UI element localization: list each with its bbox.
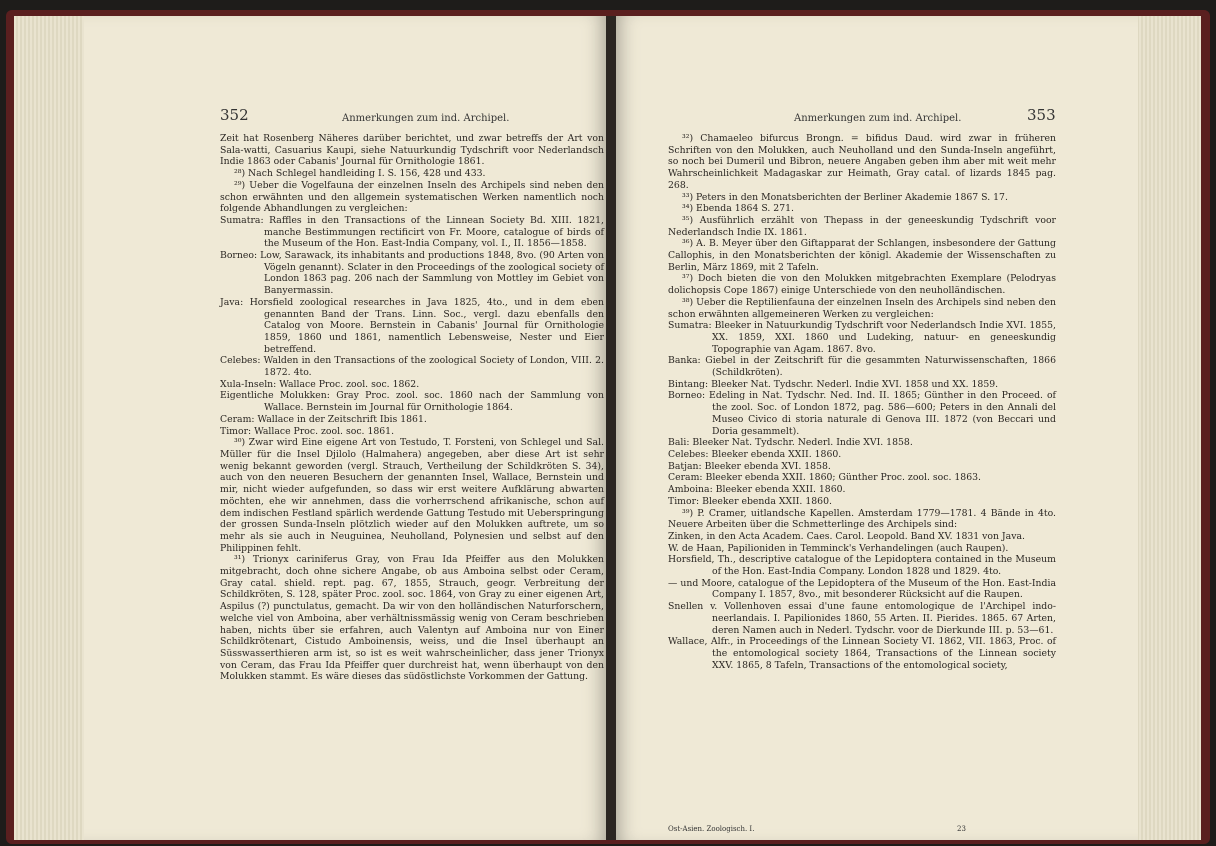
paragraph: ²⁹) Ueber die Vogelfauna der einzelnen Inseln des Archipels sind neben den schon erwähnten und den allgemein systematischen Werken namentlich noch folgende Abhandlungen zu vergleichen: — [220, 179, 604, 215]
book-gutter — [606, 16, 616, 840]
paragraph: Borneo: Edeling in Nat. Tydschr. Ned. Ind. II. 1865; Günther in den Proceed. of the zool. Soc. of London 1872, pag. 586—600; Peters in den Annali del Museo Civico di storia naturale di Genova III. 1872 (von Beccari und Doria gesammelt). — [668, 390, 1056, 437]
page-body — [220, 133, 604, 683]
paragraph: Ceram: Wallace in der Zeitschrift Ibis 1861. — [220, 413, 427, 425]
running-head: Anmerkungen zum ind. Archipel. — [342, 113, 510, 124]
paragraph: Eigentliche Molukken: Gray Proc. zool. soc. 1860 nach der Sammlung von Wallace. Bernstein im Journal für Ornithologie 1864. — [220, 390, 604, 414]
page-edges-right — [1135, 16, 1201, 840]
paragraph: Timor: Bleeker ebenda XXII. 1860. — [668, 495, 832, 507]
paragraph: Batjan: Bleeker ebenda XVI. 1858. — [668, 460, 831, 472]
paragraph: Sumatra: Raffles in den Transactions of the Linnean Society Bd. XIII. 1821, manche Bestimmungen rectificirt von Fr. Moore, catalogue of birds of the Museum of the Hon. East-India Company, vol. I., II. 1856—1858. — [220, 214, 604, 250]
paragraph: — und Moore, catalogue of the Lepidoptera of the Museum of the Hon. East-India Company I. 1857, 8vo., mit besonderer Rücksicht auf die Raupen. — [668, 577, 1056, 601]
left-page — [84, 16, 610, 840]
right-page — [612, 16, 1138, 840]
paragraph: ³¹) Trionyx cariniferus Gray, von Frau Ida Pfeiffer aus den Molukken mitgebracht, doch ohne sichere Angabe, ob aus Amboina selbst oder Ceram, Gray catal. shield. rept. pag. 67, 1855, Strauch, geogr. Verbreitung der Schildkröten, S. 128, später Proc. zool. soc. 1864, von Gray zu einer eigenen Art, Aspilus (?) punctulatus, gemacht. Da wir von den holländischen Naturforschern, welche viel von Amboina, aber verhältnissmässig wenig von Ceram beschrieben haben, nichts über sie erfahren, auch Valentyn auf Amboina nur von Einer Schildkrötenart, Cistudo Amboinensis, weiss, und die Insel überhaupt an Süsswasserthieren arm ist, so ist es weit wahrscheinlicher, dass jener Trionyx von Ceram, das Frau Ida Pfeiffer quer durchreist hat, wenn überhaupt von den Molukken stammt. Es wäre dieses das südöstlichste Vorkommen der Gattung. — [220, 554, 604, 683]
page-edges-left — [14, 16, 86, 840]
paragraph: Sumatra: Bleeker in Natuurkundig Tydschrift voor Nederlandsch Indie XVI. 1855, XX. 1859, XXI. 1860 und Ludeking, natuur- en geneeskundig Topographie van Agam. 1867. 8vo. — [668, 320, 1056, 355]
footer-signature: Ost-Asien. Zoologisch. I. — [668, 825, 755, 833]
paragraph: ³²) Chamaeleo bifurcus Brongn. = bifidus Daud. wird zwar in früheren Schriften von den Molukken, auch Neuholland und den Sunda-Inseln angeführt, so noch bei Dumeril und Bibron, neuere Angaben geben ihm aber mit weit mehr Wahrscheinlichkeit Madagaskar zur Heimath, Gray catal. of lizards 1845 pag. 268. — [668, 133, 1056, 191]
paragraph: ³⁸) Ueber die Reptilienfauna der einzelnen Inseln des Archipels sind neben den schon erwähnten allgemeineren Werken zu vergleichen: — [668, 296, 1056, 320]
paragraph: ³³) Peters in den Monatsberichten der Berliner Akademie 1867 S. 17. — [682, 191, 1008, 203]
paragraph: Celebes: Bleeker ebenda XXII. 1860. — [668, 448, 842, 460]
page-number: 352 — [220, 106, 249, 124]
paragraph: W. de Haan, Papilioniden in Temminck's Verhandelingen (auch Raupen). — [668, 542, 1009, 554]
paragraph: Bintang: Bleeker Nat. Tydschr. Nederl. Indie XVI. 1858 und XX. 1859. — [668, 378, 999, 390]
paragraph: Snellen v. Vollenhoven essai d'une faune entomologique de l'Archipel indo-neerlandais. I. Papilionides 1860, 55 Arten. II. Pierides. 1865. 67 Arten, deren Namen auch in Nederl. Tydschr. voor de Dierkunde III. p. 53—61. — [668, 601, 1056, 636]
paragraph: ³⁹) P. Cramer, uitlandsche Kapellen. Amsterdam 1779—1781. 4 Bände in 4to. Neuere Arbeiten über die Schmetterlinge des Archipels sind: — [668, 507, 1056, 531]
paragraph: Wallace, Alfr., in Proceedings of the Linnean Society VI. 1862, VII. 1863, Proc. of the entomological society 1864, Transactions of the Linnean society XXV. 1865, 8 Tafeln, Transactions of the entomological society, — [668, 636, 1056, 671]
paragraph: Amboina: Bleeker ebenda XXII. 1860. — [668, 484, 846, 496]
footer-sheet-number: 23 — [957, 825, 966, 833]
paragraph: Banka: Giebel in der Zeitschrift für die gesammten Naturwissenschaften, 1866 (Schildkröten). — [668, 355, 1056, 379]
paragraph: Timor: Wallace Proc. zool. soc. 1861. — [220, 425, 395, 437]
paragraph: ³⁷) Doch bieten die von den Molukken mitgebrachten Exemplare (Pelodryas dolichopsis Cope 1867) einige Unterschiede von den neuholländischen. — [668, 273, 1056, 297]
running-head: Anmerkungen zum ind. Archipel. — [794, 113, 962, 124]
page-body — [668, 133, 1056, 671]
paragraph: ²⁸) Nach Schlegel handleiding I. S. 156, 428 und 433. — [234, 168, 486, 180]
paragraph: Java: Horsfield zoological researches in Java 1825, 4to., und in dem eben genannten Band der Trans. Linn. Soc., vergl. dazu ebenfalls den Catalog von Moore. Bernstein in Cabanis' Journal für Ornithologie 1859, 1860 und 1861, namentlich Lebensweise, Nester und Eier betreffend. — [220, 296, 604, 355]
paragraph: ³⁵) Ausführlich erzählt von Thepass in der geneeskundig Tydschrift voor Nederlandsch Indie IX. 1861. — [668, 214, 1056, 238]
paragraph: Celebes: Walden in den Transactions of the zoological Society of London, VIII. 2. 1872. 4to. — [220, 355, 604, 379]
paragraph: Bali: Bleeker Nat. Tydschr. Nederl. Indie XVI. 1858. — [668, 437, 913, 449]
paragraph: Zeit hat Rosenberg Näheres darüber berichtet, und zwar betreffs der Art von Sala-watti, Casuarius Kaupi, siehe Natuurkundig Tydschrift voor Nederlandsch Indie 1863 oder Cabanis' Journal für Ornithologie 1861. — [220, 133, 604, 168]
paragraph: Xula-Inseln: Wallace Proc. zool. soc. 1862. — [220, 378, 420, 390]
paragraph: ³⁴) Ebenda 1864 S. 271. — [682, 203, 794, 215]
paragraph: Horsfield, Th., descriptive catalogue of the Lepidoptera contained in the Museum of the Hon. East-India Company. London 1828 und 1829. 4to. — [668, 554, 1056, 578]
paragraph: ³⁶) A. B. Meyer über den Giftapparat der Schlangen, insbesondere der Gattung Callophis, in den Monatsberichten der königl. Akademie der Wissenschaften zu Berlin, März 1869, mit 2 Tafeln. — [668, 238, 1056, 273]
page-number: 353 — [1027, 106, 1056, 124]
paragraph: Ceram: Bleeker ebenda XXII. 1860; Günther Proc. zool. soc. 1863. — [668, 472, 981, 484]
paragraph: Borneo: Low, Sarawack, its inhabitants and productions 1848, 8vo. (90 Arten von Vögeln genannt). Sclater in den Proceedings of the zoological society of London 1863 pag. 206 nach der Sammlung von Mottley im Gebiet von Banyermassin. — [220, 250, 604, 297]
paragraph: Zinken, in den Acta Academ. Caes. Carol. Leopold. Band XV. 1831 von Java. — [668, 530, 1025, 542]
paragraph: ³⁰) Zwar wird Eine eigene Art von Testudo, T. Forsteni, von Schlegel und Sal. Müller für die Insel Djilolo (Halmahera) angegeben, aber diese Art ist sehr wenig bekannt geworden (vergl. Strauch, Vertheilung der Schildkröten S. 34), auch von den neueren Besuchern der genannten Insel, Wallace, Bernstein und mir, nicht wieder aufgefunden, so dass wir erst weitere Aufklärung abwarten möchten, ehe wir annehmen, dass die vorherrschend afrikanische, schon auf dem indischen Festland spärlich werdende Gattung Testudo mit Ueberspringung der grossen Sunda-Inseln plötzlich wieder auf den Molukken auftrete, um so mehr als sie auch in Neuguinea, Neuholland, Polynesien und selbst auf den Philippinen fehlt. — [220, 437, 604, 554]
